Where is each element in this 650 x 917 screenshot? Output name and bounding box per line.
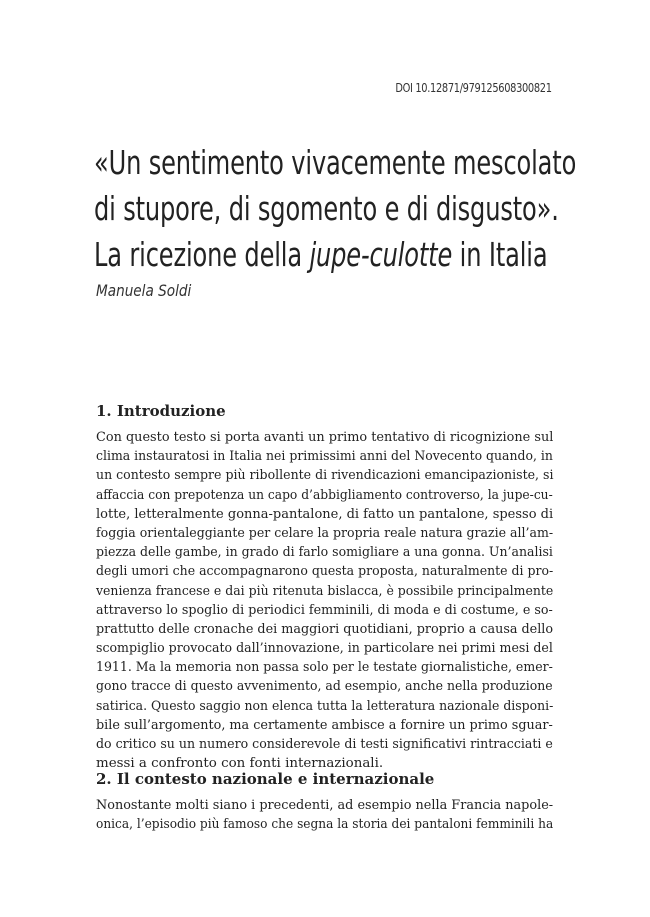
section-2-paragraph bbox=[96, 796, 553, 834]
title-line-3-start: La ricezione della bbox=[94, 235, 302, 274]
text-line: foggia orientaleggiante per celare la propria reale natura grazie all’am- bbox=[96, 525, 554, 541]
text-line: 1911. Ma la memoria non passa solo per le testate giornalistiche, emer- bbox=[96, 660, 553, 676]
text-line: do critico su un numero considerevole di testi significativi rintracciati e bbox=[96, 737, 553, 752]
text-line: prattutto delle cronache dei maggiori quotidiani, proprio a causa dello bbox=[96, 621, 554, 637]
title-line-3-end: in Italia bbox=[452, 235, 548, 274]
doi-label: DOI 10.12871/979125608300821 bbox=[395, 81, 552, 95]
text-line: affaccia con prepotenza un capo d’abbigliamento controverso, la jupe-cu- bbox=[96, 487, 553, 503]
text-line: degli umori che accompagnarono questa proposta, naturalmente di pro- bbox=[96, 564, 554, 580]
text-line: onica, l’episodio più famoso che segna la storia dei pantaloni femminili ha bbox=[96, 817, 554, 833]
text-line: lotte, letteralmente gonna-pantalone, di fatto un pantalone, spesso di bbox=[96, 506, 554, 522]
text-line: gono tracce di questo avvenimento, ad esempio, anche nella produzione bbox=[96, 679, 553, 695]
text-line: messi a confronto con fonti internazionali. bbox=[96, 756, 384, 772]
title-line-2: di stupore, di sgomento e di disgusto». bbox=[94, 189, 559, 228]
article-title bbox=[94, 140, 577, 278]
title-line-3 bbox=[94, 232, 548, 278]
title-italic-term: jupe-culotte bbox=[309, 235, 453, 274]
text-line: venienza francese e dai più ritenuta bislacca, è possibile principalmente bbox=[96, 583, 554, 599]
text-line: bile sull’argomento, ma certamente ambisce a fornire un primo sguar- bbox=[96, 717, 553, 733]
text-line: piezza delle gambe, in grado di farlo somigliare a una gonna. Un’analisi bbox=[96, 545, 553, 561]
title-line-1: «Un sentimento vivacemente mescolato bbox=[94, 143, 577, 182]
section-1-paragraph bbox=[96, 428, 553, 773]
text-line: clima instauratosi in Italia nei primissimi anni del Novecento quando, in bbox=[96, 449, 553, 465]
author-name: Manuela Soldi bbox=[96, 281, 192, 300]
text-line: attraverso lo spoglio di periodici femminili, di moda e di costume, e so- bbox=[96, 602, 553, 618]
section-heading-2: 2. Il contesto nazionale e internazionale bbox=[96, 770, 435, 788]
section-heading-1: 1. Introduzione bbox=[96, 402, 226, 420]
text-line: Nonostante molti siano i precedenti, ad esempio nella Francia napole- bbox=[96, 798, 554, 813]
text-line: scompiglio provocato dall’innovazione, in particolare nei primi mesi del bbox=[96, 641, 553, 657]
text-line: Con questo testo si porta avanti un primo tentativo di ricognizione sul bbox=[96, 430, 554, 445]
text-line: satirica. Questo saggio non elenca tutta la letteratura nazionale disponi- bbox=[96, 698, 554, 714]
text-line: un contesto sempre più ribollente di rivendicazioni emancipazioniste, si bbox=[96, 468, 554, 484]
